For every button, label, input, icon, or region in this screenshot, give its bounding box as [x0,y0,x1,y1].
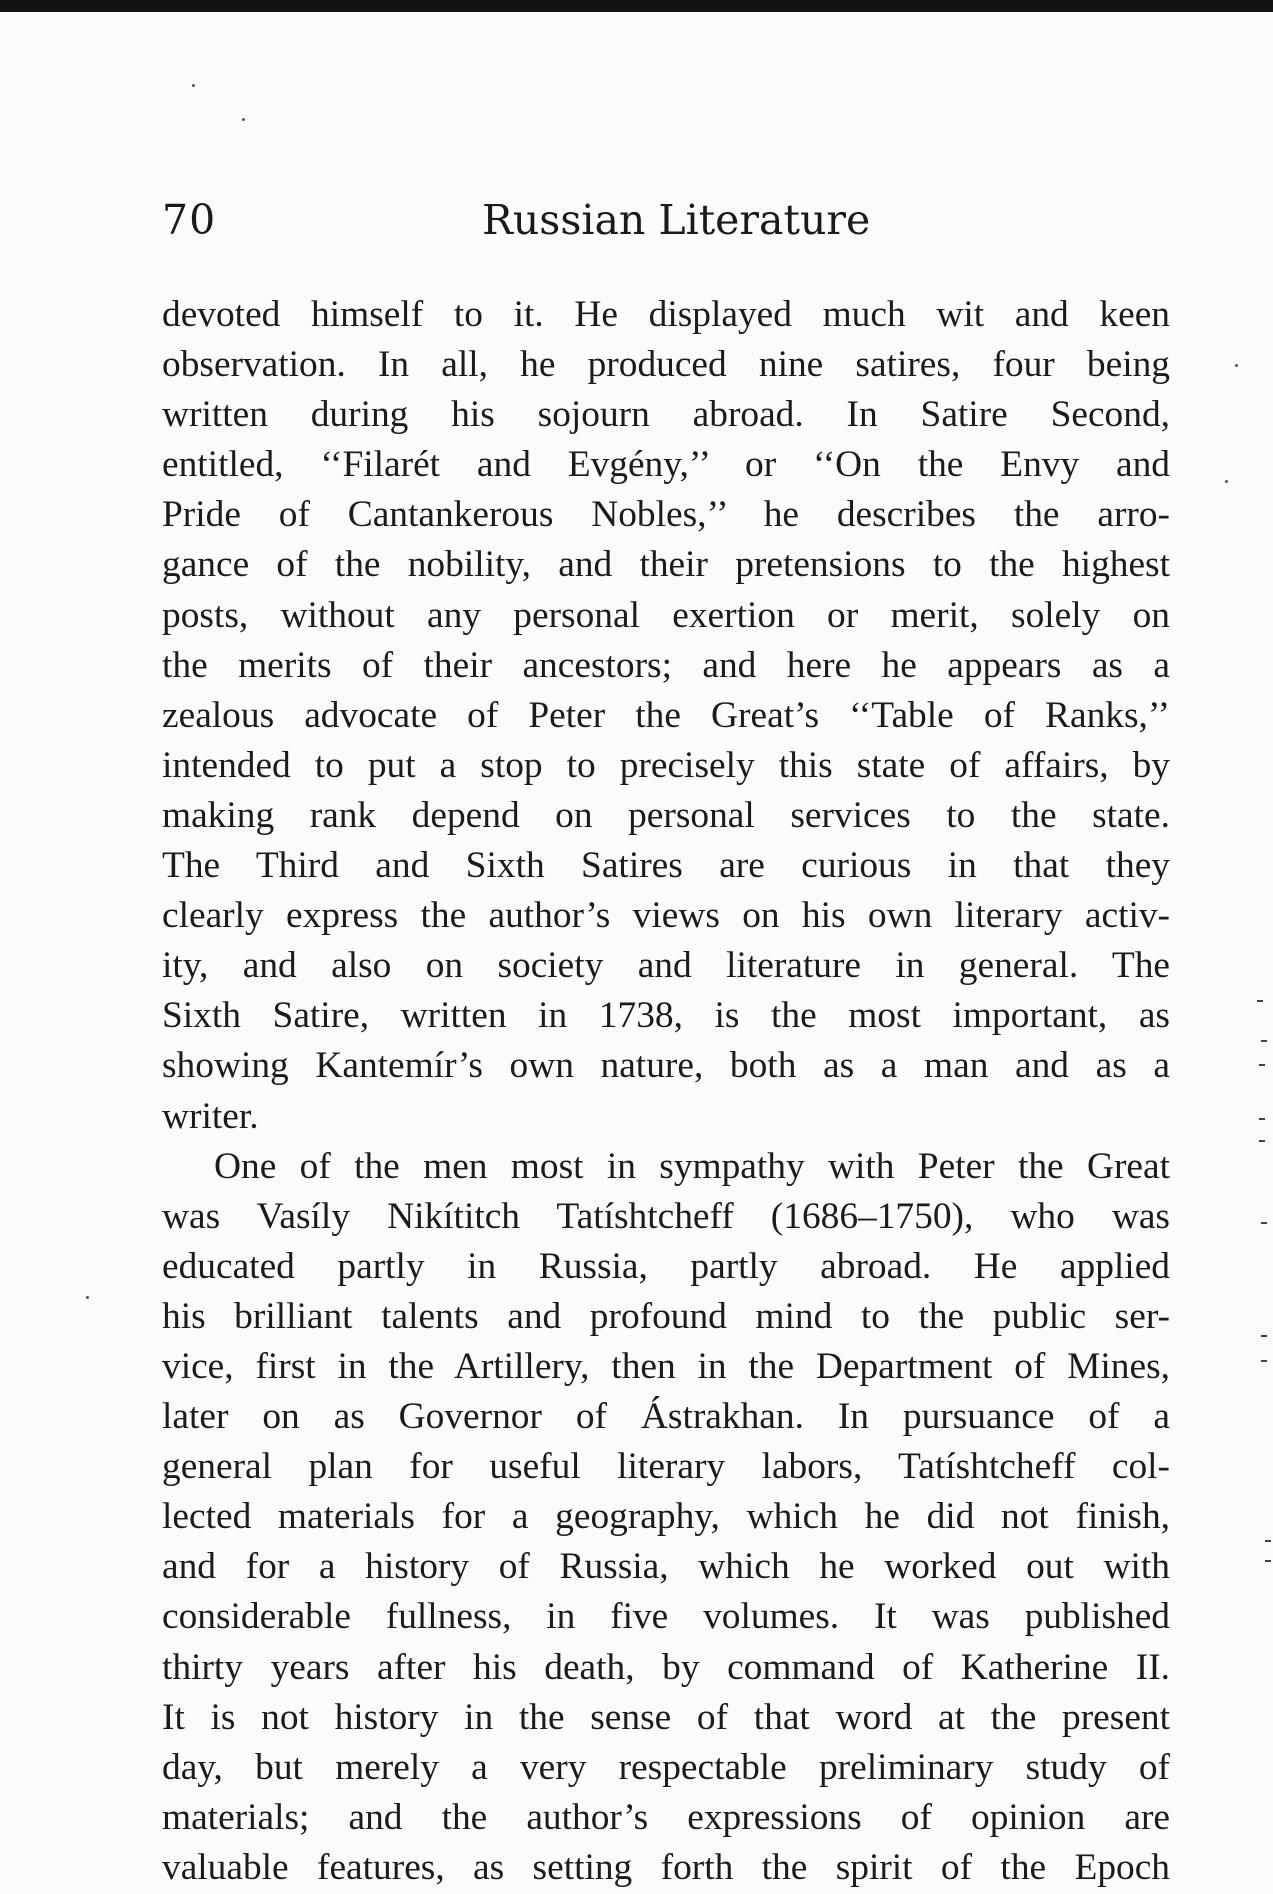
text-line: day, but merely a very respectable preliminary study of [162,1746,1170,1788]
text-line: vice, first in the Artillery, then in the Department of Mines, [162,1345,1170,1387]
paragraph-first-line: One of the men most in sympathy with Peter the Great [214,1145,1170,1187]
scan-mark [1261,1335,1267,1337]
scan-speck [1225,480,1228,483]
text-line: materials; and the author’s expressions of opinion are [162,1796,1170,1838]
text-line: devoted himself to it. He displayed much wit and keen [162,294,1170,335]
scan-mark [1259,1118,1265,1120]
text-line: his brilliant talents and profound mind to the public ser- [162,1295,1170,1337]
scan-speck [86,1296,89,1299]
text-line: posts, without any personal exertion or merit, solely on [162,594,1170,636]
scan-margin-marks [1243,0,1273,1894]
text-line: Sixth Satire, written in 1738, is the most important, as [162,995,1170,1037]
scan-mark [1259,1140,1265,1142]
text-line: making rank depend on personal services to the state. [162,794,1170,836]
scan-mark [1265,1540,1271,1542]
text-line: gance of the nobility, and their pretensions to the highest [162,544,1170,586]
text-line: observation. In all, he produced nine satires, four being [162,344,1170,386]
scan-mark [1259,1064,1265,1066]
text-line: valuable features, as setting forth the spirit of the Epoch [162,1846,1170,1888]
page-number: 70 [162,196,217,244]
text-line: zealous advocate of Peter the Great’s ‘‘Table of Ranks,’’ [162,694,1170,736]
text-line: the merits of their ancestors; and here he appears as a [162,644,1170,686]
scan-mark [1265,1560,1271,1562]
text-line: It is not history in the sense of that word at the present [162,1696,1170,1738]
text-line: written during his sojourn abroad. In Satire Second, [162,394,1170,436]
scan-mark [1261,1360,1267,1362]
text-line: showing Kantemír’s own nature, both as a man and as a [162,1045,1170,1087]
text-line: lected materials for a geography, which he did not finish, [162,1496,1170,1538]
scan-speck [1235,364,1238,367]
scan-mark [1261,1222,1267,1224]
body-text [162,290,1170,1893]
text-line: educated partly in Russia, partly abroad. He applied [162,1245,1170,1287]
text-line: considerable fullness, in five volumes. It was published [162,1596,1170,1638]
text-line: The Third and Sixth Satires are curious in that they [162,845,1170,887]
text-line: thirty years after his death, by command of Katherine II. [162,1646,1170,1688]
text-line: clearly express the author’s views on his own literary activ- [162,895,1170,937]
text-line: ity, and also on society and literature in general. The [162,945,1170,987]
scan-mark [1257,1000,1263,1002]
text-line: general plan for useful literary labors, Tatíshtcheff col- [162,1446,1170,1488]
paragraph-last-line: writer. [162,1095,259,1137]
page-header [162,196,1172,260]
running-title: Russian Literature [482,196,871,244]
text-line: Pride of Cantankerous Nobles,’’ he describes the arro- [162,494,1170,536]
text-line: later on as Governor of Ástrakhan. In pursuance of a [162,1396,1170,1438]
text-line: was Vasíly Nikítitch Tatíshtcheff (1686–1750), who was [162,1195,1170,1237]
scan-speck [192,84,195,87]
scan-speck [242,118,245,121]
top-edge-rule [0,0,1273,12]
text-line: intended to put a stop to precisely this state of affairs, by [162,744,1170,786]
text-line: entitled, ‘‘Filarét and Evgény,’’ or ‘‘On the Envy and [162,444,1170,486]
scan-mark [1261,1040,1267,1042]
text-line: and for a history of Russia, which he worked out with [162,1546,1170,1588]
